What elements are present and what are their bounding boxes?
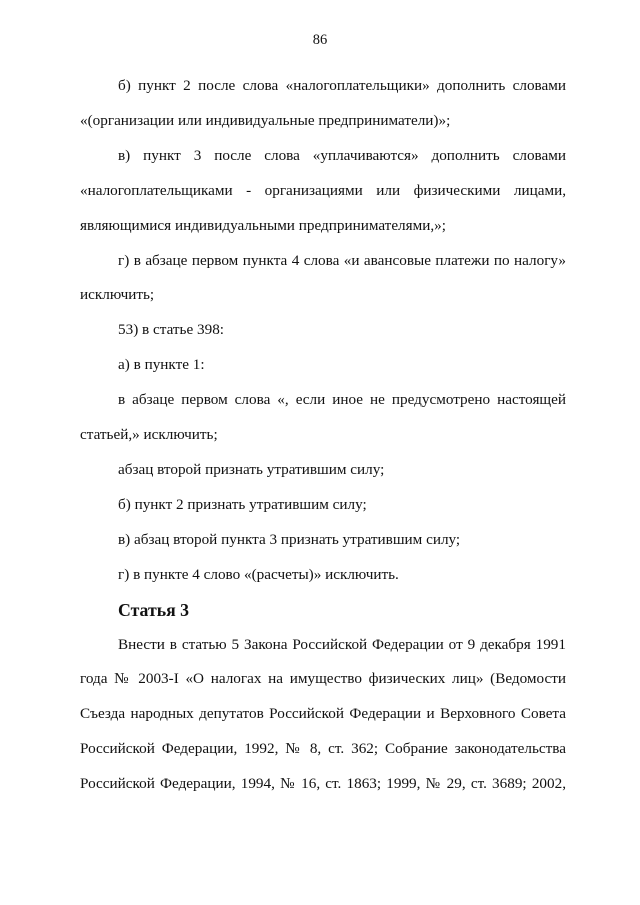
- document-body: [80, 69, 566, 802]
- paragraph-g-punkt-4-raschety: [80, 558, 566, 593]
- text-line: г) в абзаце первом пункта 4 слова «и авансовые платежи по налогу»: [118, 251, 566, 269]
- article-paragraph: [80, 628, 566, 803]
- text-line: Съезда народных депутатов Российской Федерации и Верховного Совета: [80, 705, 566, 723]
- paragraph-a-punkt-1: [80, 348, 566, 383]
- paragraph-g-punkt-4: [80, 244, 566, 314]
- text-line: Российской Федерации, 1994, № 16, ст. 1863; 1999, № 29, ст. 3689; 2002,: [80, 775, 566, 793]
- paragraph-abzac-vtoroi: [80, 453, 566, 488]
- paragraph-b-punkt-2: [80, 69, 566, 139]
- text-line: г) в пункте 4 слово «(расчеты)» исключить.: [118, 565, 399, 583]
- text-line: «налогоплательщиками - организациями или физическими лицами,: [80, 181, 566, 199]
- text-line: б) пункт 2 признать утратившим силу;: [118, 495, 367, 513]
- paragraph-v-punkt-3: [80, 139, 566, 244]
- text-line: года № 2003-I «О налогах на имущество физических лиц» (Ведомости: [80, 670, 566, 688]
- text-line: Российской Федерации, 1992, № 8, ст. 362; Собрание законодательства: [80, 740, 566, 758]
- text-line: б) пункт 2 после слова «налогоплательщики» дополнить словами: [118, 77, 566, 94]
- text-line: а) в пункте 1:: [118, 356, 205, 374]
- text-line: абзац второй признать утратившим силу;: [118, 460, 385, 478]
- text-line: являющимися индивидуальными предпринимателями,»;: [80, 216, 446, 234]
- text-line: статьей,» исключить;: [80, 426, 218, 444]
- text-line: Внести в статью 5 Закона Российской Федерации от 9 декабря 1991: [118, 635, 566, 653]
- paragraph-v-abzac-vtoroi-punkta-3: [80, 523, 566, 558]
- text-line: в абзаце первом слова «, если иное не предусмотрено настоящей: [118, 391, 566, 409]
- text-line: в) абзац второй пункта 3 признать утратившим силу;: [118, 530, 461, 548]
- text-line: исключить;: [80, 286, 155, 304]
- text-line: «(организации или индивидуальные предприниматели)»;: [80, 111, 451, 129]
- article-heading: Статья 3: [118, 599, 190, 620]
- paragraph-b-punkt-2-398: [80, 488, 566, 523]
- paragraph-abzac-pervyi: [80, 383, 566, 453]
- page-number: 86: [312, 32, 328, 48]
- text-line: 53) в статье 398:: [118, 321, 225, 339]
- paragraph-item-53: [80, 313, 566, 348]
- text-line: в) пункт 3 после слова «уплачиваются» дополнить словами: [118, 146, 566, 164]
